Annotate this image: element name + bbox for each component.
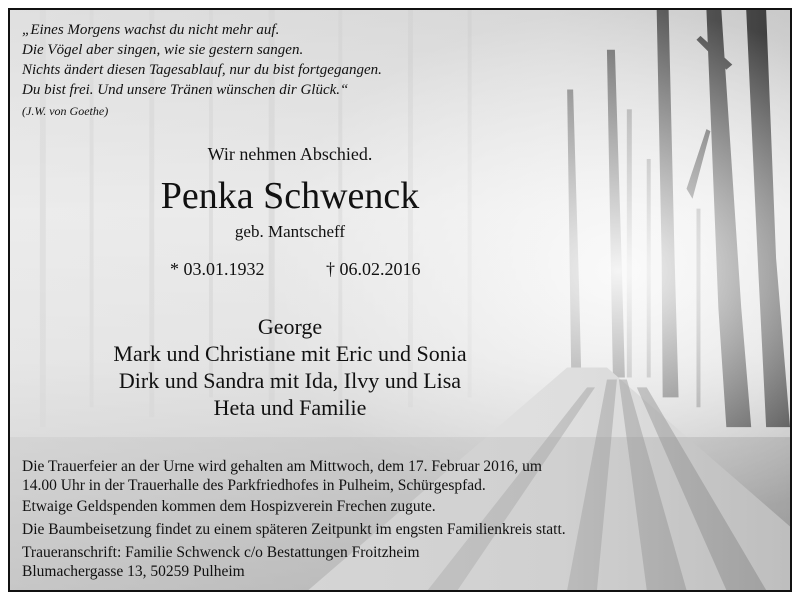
birth-date: * 03.01.1932: [170, 259, 265, 279]
ceremony-text: 14.00 Uhr in der Trauerhalle des Parkfriedhofes in Pulheim, Schürgespfad.: [22, 477, 486, 494]
intro-text: Wir nehmen Abschied.: [207, 144, 373, 164]
quote-line: Du bist frei. Und unsere Tränen wünschen dir Glück.“: [22, 82, 349, 98]
mourner-line: Mark und Christiane mit Eric und Sonia: [113, 341, 467, 366]
burial-text: Die Baumbeisetzung findet zu einem späteren Zeitpunkt im engsten Familienkreis statt.: [22, 521, 566, 538]
obituary-notice: [8, 8, 792, 592]
address-text: Blumachergasse 13, 50259 Pulheim: [22, 563, 245, 580]
quote-author: (J.W. von Goethe): [22, 104, 109, 118]
donations-text: Etwaige Geldspenden kommen dem Hospizverein Frechen zugute.: [22, 498, 436, 515]
quote-line: Die Vögel aber singen, wie sie gestern sangen.: [22, 42, 304, 58]
deceased-name: Penka Schwenck: [160, 175, 420, 217]
death-date: † 06.02.2016: [326, 259, 421, 279]
quote-line: Nichts ändert diesen Tagesablauf, nur du bist fortgegangen.: [22, 62, 382, 78]
mourner-line: George: [257, 314, 323, 339]
quote-line: „Eines Morgens wachst du nicht mehr auf.: [22, 22, 280, 38]
address-text: Traueranschrift: Familie Schwenck c/o Bestattungen Froitzheim: [22, 544, 420, 561]
maiden-name: geb. Mantscheff: [234, 222, 346, 241]
mourner-line: Heta und Familie: [213, 395, 367, 420]
ceremony-text: Die Trauerfeier an der Urne wird gehalten am Mittwoch, dem 17. Februar 2016, um: [22, 458, 542, 475]
mourner-line: Dirk und Sandra mit Ida, Ilvy und Lisa: [118, 368, 462, 393]
